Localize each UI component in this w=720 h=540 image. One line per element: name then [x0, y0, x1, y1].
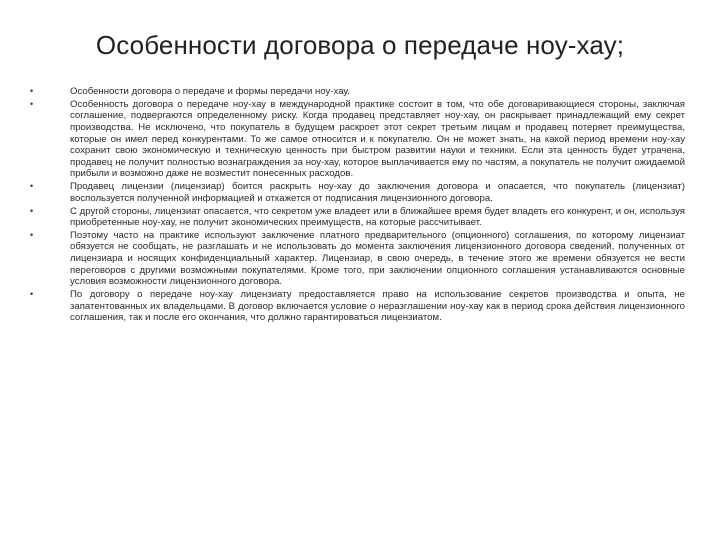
list-item-text: С другой стороны, лицензиат опасается, что секретом уже владеет или в ближайшее время будет владеть его конкурент, и он, используя приобретенные ноу-хау, не получит экономических преимуществ, на которые рассчитывает. — [70, 205, 685, 229]
bullet-icon: • — [30, 98, 34, 109]
list-item-text: Особенности договора о передаче и формы передачи ноу-хау. — [70, 86, 350, 97]
bullet-list — [30, 86, 685, 325]
bullet-icon: • — [30, 86, 34, 96]
list-item — [30, 230, 685, 288]
bullet-icon: • — [30, 181, 34, 192]
list-item — [30, 206, 685, 229]
list-item-text: Поэтому часто на практике используют заключение платного предварительного (опционного) соглашения, по которому лицензиат обязуется не сообщать, не разглашать и не использовать до момента заключения лицензионного договора сведений, полученных от лицензиара и носящих конфиденциальный характер. Лицензиар, в свою очередь, в течение этого же времени обязуется не вести переговоров с другими возможными покупателями. Кроме того, при заключении опционного соглашения устанавливаются основные условия возможности лицензионного договора. — [70, 229, 685, 288]
list-item-text: Особенность договора о передаче ноу-хау в международной практике состоит в том, что обе договаривающиеся стороны, заключая соглашение, подвергаются определенному риску. Когда продавец представляет ноу-хау, он раскрывает принадлежащий ему секрет производства. Не исключено, что покупатель в будущем раскроет этот секрет третьим лицам и продавец потеряет преимущества, которые он имел перед конкурентами. То же самое относится и к покупателю. Он не может знать, на какой период времени ноу-хау сохранит свою экономическую и техническую ценность при быстром развитии науки и техники. Если эта ценность будет утрачена, продавец не получит полностью вознаграждения за ноу-хау, которое выплачивается ему по частям, а покупатель не получит ожидаемой прибыли и возможно даже не возместит понесенных расходов. — [70, 98, 685, 180]
list-item-text: По договору о передаче ноу-хау лицензиату предоставляется право на использование секретов производства и опыта, не запатентованных их владельцами. В договор включается условие о неразглашении ноу-хау как в период срока действия лицензионного соглашения, так и после его окончания, что должно гарантироваться лицензиатом. — [70, 289, 685, 324]
bullet-icon: • — [30, 229, 34, 240]
list-item — [30, 99, 685, 180]
slide-title: Особенности договора о передаче ноу-хау; — [95, 30, 625, 60]
bullet-icon: • — [30, 205, 34, 216]
list-item-text: Продавец лицензии (лицензиар) боится раскрыть ноу-хау до заключения договора и опасается, что покупатель (лицензиат) воспользуется полученной информацией и откажется от подписания лицензионного договора. — [70, 181, 685, 204]
list-item — [30, 86, 685, 98]
list-item — [30, 181, 685, 204]
bullet-icon: • — [30, 289, 34, 300]
list-item — [30, 289, 685, 324]
